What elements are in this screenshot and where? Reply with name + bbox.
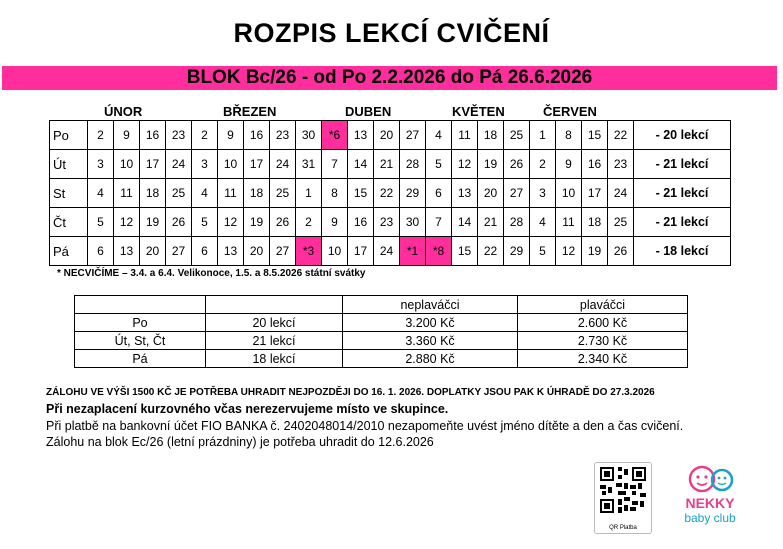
date-cell: 3 bbox=[192, 150, 218, 179]
price-header: plaváčci bbox=[518, 296, 688, 314]
page-title: ROZPIS LEKCÍ CVIČENÍ bbox=[233, 18, 550, 48]
date-cell: 2 bbox=[530, 150, 556, 179]
date-cell: 27 bbox=[400, 121, 426, 150]
date-cell: 5 bbox=[88, 208, 114, 237]
price-lessons: 20 lekcí bbox=[206, 314, 343, 332]
block-banner: BLOK Bc/26 - od Po 2.2.2026 do Pá 26.6.2026 bbox=[2, 66, 777, 90]
date-cell: 20 bbox=[374, 121, 400, 150]
reservation-warning: Při nezaplacení kurzovného včas nerezervujeme místo ve skupince. bbox=[46, 402, 449, 416]
price-header-row bbox=[75, 296, 688, 314]
date-cell: 22 bbox=[478, 237, 504, 266]
date-cell: 24 bbox=[374, 237, 400, 266]
date-cell: 17 bbox=[244, 150, 270, 179]
date-cell: 29 bbox=[504, 237, 530, 266]
weekday-label: Út bbox=[50, 150, 88, 179]
deposit-deadline: ZÁLOHU VE VÝŠI 1500 KČ JE POTŘEBA UHRADIT NEJPOZDĚJI DO 16. 1. 2026. DOPLATKY JSOU PAK K ÚHRADĚ DO 27.3.2026 bbox=[46, 387, 655, 398]
date-cell: 5 bbox=[192, 208, 218, 237]
date-cell: 18 bbox=[140, 179, 166, 208]
date-cell: 15 bbox=[452, 237, 478, 266]
calendar-row bbox=[50, 237, 731, 266]
date-cell: 23 bbox=[608, 150, 634, 179]
price-row bbox=[75, 314, 688, 332]
price-swimmers: 2.600 Kč bbox=[518, 314, 688, 332]
logo-wordmark: NEKKY bbox=[685, 495, 735, 511]
date-cell: 13 bbox=[114, 237, 140, 266]
price-header bbox=[206, 296, 343, 314]
date-cell: 10 bbox=[556, 179, 582, 208]
date-cell: 1 bbox=[530, 121, 556, 150]
holiday-date-cell: *3 bbox=[296, 237, 322, 266]
date-cell: 12 bbox=[218, 208, 244, 237]
date-cell: 19 bbox=[582, 237, 608, 266]
date-cell: 26 bbox=[608, 237, 634, 266]
date-cell: 7 bbox=[322, 150, 348, 179]
date-cell: 21 bbox=[478, 208, 504, 237]
calendar-row bbox=[50, 150, 731, 179]
date-cell: 26 bbox=[270, 208, 296, 237]
calendar-row bbox=[50, 179, 731, 208]
date-cell: 6 bbox=[426, 179, 452, 208]
month-label: ÚNOR bbox=[104, 104, 143, 119]
date-cell: 31 bbox=[296, 150, 322, 179]
date-cell: 9 bbox=[556, 150, 582, 179]
date-cell: 16 bbox=[582, 150, 608, 179]
holiday-date-cell: *8 bbox=[426, 237, 452, 266]
date-cell: 17 bbox=[140, 150, 166, 179]
weekday-label: Pá bbox=[50, 237, 88, 266]
date-cell: 19 bbox=[478, 150, 504, 179]
price-day: Út, St, Čt bbox=[75, 332, 206, 350]
date-cell: 28 bbox=[504, 208, 530, 237]
weekday-label: St bbox=[50, 179, 88, 208]
date-cell: 18 bbox=[244, 179, 270, 208]
date-cell: 4 bbox=[88, 179, 114, 208]
date-cell: 4 bbox=[426, 121, 452, 150]
date-cell: 14 bbox=[348, 150, 374, 179]
date-cell: 3 bbox=[530, 179, 556, 208]
date-cell: 11 bbox=[556, 208, 582, 237]
date-cell: 26 bbox=[504, 150, 530, 179]
date-cell: 12 bbox=[114, 208, 140, 237]
date-cell: 24 bbox=[270, 150, 296, 179]
date-cell: 19 bbox=[140, 208, 166, 237]
date-cell: 16 bbox=[244, 121, 270, 150]
date-cell: 19 bbox=[244, 208, 270, 237]
date-cell: 23 bbox=[166, 121, 192, 150]
lesson-count: - 21 lekcí bbox=[634, 208, 731, 237]
month-label: KVĚTEN bbox=[452, 104, 505, 119]
date-cell: 4 bbox=[192, 179, 218, 208]
date-cell: 13 bbox=[348, 121, 374, 150]
date-cell: 18 bbox=[582, 208, 608, 237]
date-cell: 23 bbox=[374, 208, 400, 237]
date-cell: 22 bbox=[374, 179, 400, 208]
date-cell: 16 bbox=[348, 208, 374, 237]
date-cell: 8 bbox=[322, 179, 348, 208]
date-cell: 27 bbox=[270, 237, 296, 266]
date-cell: 4 bbox=[530, 208, 556, 237]
price-swimmers: 2.340 Kč bbox=[518, 350, 688, 368]
date-cell: 7 bbox=[426, 208, 452, 237]
price-nonswimmers: 3.200 Kč bbox=[343, 314, 518, 332]
price-lessons: 21 lekcí bbox=[206, 332, 343, 350]
date-cell: 9 bbox=[114, 121, 140, 150]
date-cell: 28 bbox=[400, 150, 426, 179]
date-cell: 9 bbox=[322, 208, 348, 237]
date-cell: 17 bbox=[348, 237, 374, 266]
holiday-note: * NECVIČÍME – 3.4. a 6.4. Velikonoce, 1.5. a 8.5.2026 státní svátky bbox=[57, 268, 366, 279]
holiday-date-cell: *1 bbox=[400, 237, 426, 266]
date-cell: 27 bbox=[504, 179, 530, 208]
date-cell: 10 bbox=[114, 150, 140, 179]
date-cell: 21 bbox=[374, 150, 400, 179]
month-label: ČERVEN bbox=[543, 104, 597, 119]
date-cell: 16 bbox=[140, 121, 166, 150]
qr-label: QR Platba bbox=[609, 525, 637, 531]
date-cell: 27 bbox=[166, 237, 192, 266]
lesson-calendar bbox=[49, 120, 731, 266]
lesson-count: - 21 lekcí bbox=[634, 179, 731, 208]
date-cell: 6 bbox=[88, 237, 114, 266]
qr-code-icon bbox=[600, 467, 646, 513]
date-cell: 5 bbox=[530, 237, 556, 266]
date-cell: 11 bbox=[218, 179, 244, 208]
weekday-label: Po bbox=[50, 121, 88, 150]
date-cell: 2 bbox=[88, 121, 114, 150]
date-cell: 29 bbox=[400, 179, 426, 208]
date-cell: 20 bbox=[140, 237, 166, 266]
lesson-count: - 21 lekcí bbox=[634, 150, 731, 179]
date-cell: 25 bbox=[166, 179, 192, 208]
lesson-count: - 20 lekcí bbox=[634, 121, 731, 150]
date-cell: 18 bbox=[478, 121, 504, 150]
date-cell: 23 bbox=[270, 121, 296, 150]
qr-payment-code bbox=[594, 462, 652, 534]
date-cell: 25 bbox=[608, 208, 634, 237]
date-cell: 20 bbox=[478, 179, 504, 208]
price-day: Pá bbox=[75, 350, 206, 368]
date-cell: 3 bbox=[88, 150, 114, 179]
date-cell: 9 bbox=[218, 121, 244, 150]
price-table bbox=[74, 295, 688, 368]
date-cell: 25 bbox=[270, 179, 296, 208]
holiday-date-cell: *6 bbox=[322, 121, 348, 150]
date-cell: 13 bbox=[452, 179, 478, 208]
date-cell: 6 bbox=[192, 237, 218, 266]
nekky-logo bbox=[670, 462, 750, 532]
date-cell: 10 bbox=[218, 150, 244, 179]
date-cell: 15 bbox=[582, 121, 608, 150]
date-cell: 5 bbox=[426, 150, 452, 179]
month-label: BŘEZEN bbox=[223, 104, 277, 119]
date-cell: 12 bbox=[556, 237, 582, 266]
payment-instructions: Při platbě na bankovní účet FIO BANKA č. 2402048014/2010 nezapomeňte uvést jméno dítěte a den a čas cvičení. bbox=[46, 419, 684, 433]
date-cell: 14 bbox=[452, 208, 478, 237]
price-nonswimmers: 3.360 Kč bbox=[343, 332, 518, 350]
price-swimmers: 2.730 Kč bbox=[518, 332, 688, 350]
date-cell: 22 bbox=[608, 121, 634, 150]
date-cell: 24 bbox=[608, 179, 634, 208]
date-cell: 17 bbox=[582, 179, 608, 208]
price-header bbox=[75, 296, 206, 314]
date-cell: 26 bbox=[166, 208, 192, 237]
date-cell: 2 bbox=[296, 208, 322, 237]
date-cell: 10 bbox=[322, 237, 348, 266]
summer-deposit-note: Zálohu na blok Ec/26 (letní prázdniny) je potřeba uhradit do 12.6.2026 bbox=[46, 435, 434, 449]
lesson-count: - 18 lekcí bbox=[634, 237, 731, 266]
month-label: DUBEN bbox=[345, 104, 392, 119]
date-cell: 30 bbox=[400, 208, 426, 237]
weekday-label: Čt bbox=[50, 208, 88, 237]
date-cell: 13 bbox=[218, 237, 244, 266]
date-cell: 12 bbox=[452, 150, 478, 179]
calendar-row bbox=[50, 208, 731, 237]
price-lessons: 18 lekcí bbox=[206, 350, 343, 368]
price-nonswimmers: 2.880 Kč bbox=[343, 350, 518, 368]
date-cell: 11 bbox=[452, 121, 478, 150]
date-cell: 20 bbox=[244, 237, 270, 266]
date-cell: 25 bbox=[504, 121, 530, 150]
logo-tagline: baby club bbox=[684, 511, 736, 525]
price-row bbox=[75, 332, 688, 350]
price-row bbox=[75, 350, 688, 368]
date-cell: 15 bbox=[348, 179, 374, 208]
date-cell: 8 bbox=[556, 121, 582, 150]
price-header: neplaváčci bbox=[343, 296, 518, 314]
date-cell: 2 bbox=[192, 121, 218, 150]
date-cell: 1 bbox=[296, 179, 322, 208]
date-cell: 30 bbox=[296, 121, 322, 150]
price-day: Po bbox=[75, 314, 206, 332]
date-cell: 11 bbox=[114, 179, 140, 208]
calendar-row bbox=[50, 121, 731, 150]
baby-faces-icon bbox=[670, 462, 750, 496]
date-cell: 24 bbox=[166, 150, 192, 179]
